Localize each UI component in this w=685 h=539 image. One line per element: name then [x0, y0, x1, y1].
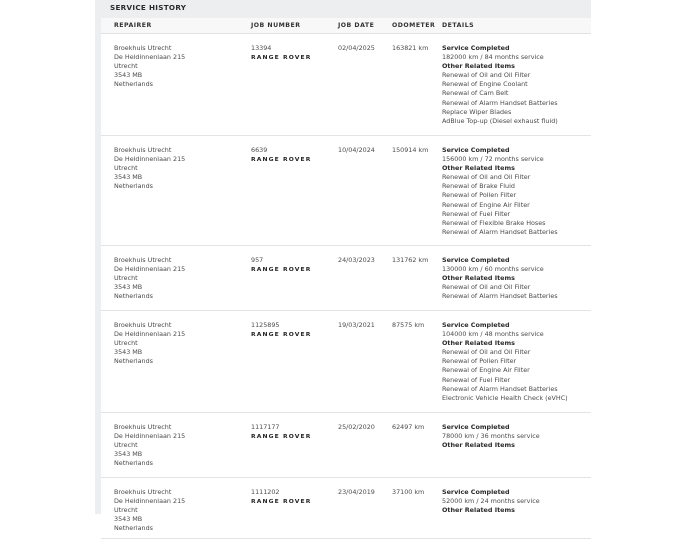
details-heading: Other Related Items — [442, 274, 515, 283]
repairer-address-line: Broekhuis Utrecht — [114, 146, 172, 154]
job-date: 23/04/2019 — [338, 488, 375, 496]
details-heading: Other Related Items — [442, 506, 515, 515]
details-item: Replace Wiper Blades — [442, 107, 512, 116]
repairer-cell — [114, 488, 185, 533]
repairer-cell — [114, 146, 185, 191]
details-heading: Service Completed — [442, 321, 510, 329]
details-cell — [442, 146, 558, 237]
job-date: 25/02/2020 — [338, 423, 375, 431]
job-number-cell — [251, 488, 311, 507]
job-date: 19/03/2021 — [338, 321, 375, 329]
repairer-address-line: Utrecht — [114, 164, 138, 173]
repairer-address-line: Utrecht — [114, 62, 138, 71]
details-item: AdBlue Top-up (Diesel exhaust fluid) — [442, 116, 558, 125]
job-date: 02/04/2025 — [338, 44, 375, 52]
job-number: 1125895 — [251, 321, 280, 329]
details-item: 156000 km / 72 months service — [442, 155, 544, 164]
brand-logo: RANGE ROVER — [251, 54, 312, 61]
odometer: 87575 km — [392, 321, 425, 329]
odometer: 131762 km — [392, 256, 429, 264]
repairer-address-line: De Heldinnenlaan 215 — [114, 265, 186, 274]
details-item: Renewal of Alarm Handset Batteries — [442, 384, 558, 393]
repairer-address-line: Utrecht — [114, 274, 138, 283]
details-item: Renewal of Flexible Brake Hoses — [442, 218, 546, 227]
repairer-address-line: 3543 MB — [114, 515, 143, 524]
details-item: Renewal of Oil and Oil Filter — [442, 71, 531, 80]
repairer-address-line: De Heldinnenlaan 215 — [114, 155, 186, 164]
repairer-address-line: Broekhuis Utrecht — [114, 321, 172, 329]
column-header-repairer: REPAIRER — [114, 22, 152, 29]
column-header-details: DETAILS — [442, 22, 475, 29]
repairer-address-line: De Heldinnenlaan 215 — [114, 497, 186, 506]
odometer: 37100 km — [392, 488, 425, 496]
table-row — [101, 413, 591, 478]
repairer-address-line: Broekhuis Utrecht — [114, 256, 172, 264]
job-number-cell — [251, 256, 311, 275]
repairer-address-line: Utrecht — [114, 339, 138, 348]
job-number: 1111202 — [251, 488, 280, 496]
details-heading: Service Completed — [442, 423, 510, 431]
brand-logo: RANGE ROVER — [251, 433, 312, 440]
details-item: 104000 km / 48 months service — [442, 330, 544, 339]
column-header-job-number: JOB NUMBER — [251, 22, 301, 29]
repairer-cell — [114, 423, 185, 468]
job-number-cell — [251, 146, 311, 165]
brand-logo: RANGE ROVER — [251, 266, 312, 273]
details-item: Renewal of Engine Air Filter — [442, 200, 530, 209]
service-history-panel — [95, 0, 591, 533]
repairer-address-line: De Heldinnenlaan 215 — [114, 53, 186, 62]
repairer-address-line: Netherlands — [114, 292, 153, 301]
repairer-address-line: Netherlands — [114, 182, 153, 191]
details-item: Renewal of Oil and Oil Filter — [442, 283, 531, 292]
repairer-address-line: 3543 MB — [114, 283, 143, 292]
repairer-address-line: Netherlands — [114, 524, 153, 533]
details-item: Renewal of Engine Air Filter — [442, 366, 530, 375]
repairer-address-line: 3543 MB — [114, 173, 143, 182]
details-heading: Service Completed — [442, 44, 510, 52]
odometer: 163821 km — [392, 44, 429, 52]
details-heading: Other Related Items — [442, 441, 515, 450]
details-heading: Other Related Items — [442, 339, 515, 348]
details-cell — [442, 488, 540, 515]
details-item: 78000 km / 36 months service — [442, 432, 540, 441]
brand-logo: RANGE ROVER — [251, 331, 312, 338]
details-item: Renewal of Fuel Filter — [442, 375, 511, 384]
job-number-cell — [251, 44, 311, 63]
repairer-cell — [114, 321, 185, 366]
details-heading: Other Related Items — [442, 164, 515, 173]
column-header-job-date: JOB DATE — [338, 22, 375, 29]
column-header-odometer: ODOMETER — [392, 22, 436, 29]
details-heading: Service Completed — [442, 256, 510, 264]
job-number: 6639 — [251, 146, 268, 154]
table-row — [101, 136, 591, 246]
repairer-address-line: Broekhuis Utrecht — [114, 423, 172, 431]
repairer-address-line: Utrecht — [114, 506, 138, 515]
details-item: Renewal of Oil and Oil Filter — [442, 173, 531, 182]
repairer-address-line: Utrecht — [114, 441, 138, 450]
repairer-address-line: Netherlands — [114, 357, 153, 366]
details-item: Renewal of Fuel Filter — [442, 209, 511, 218]
details-item: Renewal of Oil and Oil Filter — [442, 348, 531, 357]
repairer-address-line: Netherlands — [114, 459, 153, 468]
details-item: Renewal of Alarm Handset Batteries — [442, 292, 558, 301]
repairer-address-line: Broekhuis Utrecht — [114, 44, 172, 52]
table-body — [101, 34, 591, 539]
table-row — [101, 34, 591, 136]
table-row — [101, 246, 591, 311]
job-number-cell — [251, 423, 311, 442]
details-item: Renewal of Brake Fluid — [442, 182, 515, 191]
details-item: Renewal of Pollen Filter — [442, 191, 517, 200]
details-item: Renewal of Engine Coolant — [442, 80, 528, 89]
repairer-address-line: 3543 MB — [114, 71, 143, 80]
repairer-address-line: 3543 MB — [114, 450, 143, 459]
section-title: SERVICE HISTORY — [110, 3, 187, 12]
odometer: 62497 km — [392, 423, 425, 431]
details-item: Renewal of Cam Belt — [442, 89, 509, 98]
details-heading: Service Completed — [442, 488, 510, 496]
table-row — [101, 478, 591, 539]
details-item: 130000 km / 60 months service — [442, 265, 544, 274]
repairer-cell — [114, 256, 185, 301]
job-number: 1117177 — [251, 423, 280, 431]
job-number: 13394 — [251, 44, 272, 52]
details-cell — [442, 321, 568, 403]
repairer-address-line: Broekhuis Utrecht — [114, 488, 172, 496]
details-item: 52000 km / 24 months service — [442, 497, 540, 506]
table-header — [101, 18, 591, 34]
details-heading: Service Completed — [442, 146, 510, 154]
details-cell — [442, 423, 540, 450]
job-number-cell — [251, 321, 311, 340]
details-item: 182000 km / 84 months service — [442, 53, 544, 62]
job-number: 957 — [251, 256, 264, 264]
repairer-cell — [114, 44, 185, 89]
repairer-address-line: Netherlands — [114, 80, 153, 89]
service-history-table — [101, 18, 591, 533]
details-cell — [442, 256, 558, 301]
details-item: Renewal of Alarm Handset Batteries — [442, 227, 558, 236]
job-date: 10/04/2024 — [338, 146, 375, 154]
repairer-address-line: De Heldinnenlaan 215 — [114, 330, 186, 339]
repairer-address-line: 3543 MB — [114, 348, 143, 357]
brand-logo: RANGE ROVER — [251, 498, 312, 505]
repairer-address-line: De Heldinnenlaan 215 — [114, 432, 186, 441]
details-cell — [442, 44, 558, 126]
details-item: Renewal of Pollen Filter — [442, 357, 517, 366]
details-heading: Other Related Items — [442, 62, 515, 71]
brand-logo: RANGE ROVER — [251, 156, 312, 163]
odometer: 150914 km — [392, 146, 429, 154]
details-item: Electronic Vehicle Health Check (eVHC) — [442, 393, 568, 402]
table-row — [101, 311, 591, 413]
job-date: 24/03/2023 — [338, 256, 375, 264]
details-item: Renewal of Alarm Handset Batteries — [442, 98, 558, 107]
